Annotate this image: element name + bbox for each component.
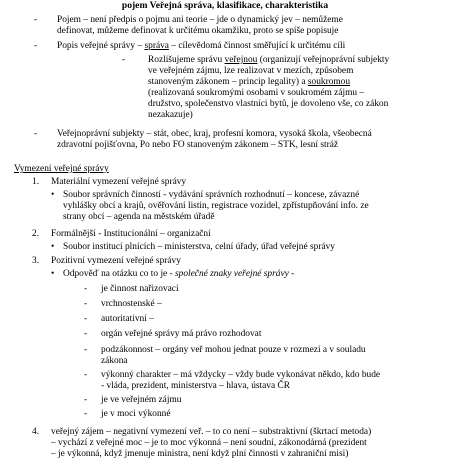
sub-line-3-underlined: soukromou [307, 77, 351, 87]
section-heading: Vymezení veřejné správy [14, 164, 109, 174]
n4-line-1: veřejný zájem – negativní vymezení veř. – to co není – substraktivní (škrtací metoda) [51, 427, 372, 437]
dash-1-line-1: je činnost nařizovací [101, 284, 179, 294]
intro-bullet-1: - [34, 15, 38, 25]
intro-item-3-line-1: Veřejnoprávní subjekty – stát, obec, kraj, profesní komora, vysoká škola, všeobecná [57, 129, 372, 139]
intro-item-2-text-b: – cílevědomá činnost směřující k určitému cíli [168, 41, 346, 51]
dash-4-line-1: orgán veřejné správy má právo rozhodovat [101, 329, 262, 339]
n2-item-line-1: Soubor institucí plnících – ministerstva, celní úřady, úřad veřejné správy [63, 242, 335, 252]
dash-1-bullet: - [84, 284, 88, 294]
dash-5-bullet: - [84, 345, 88, 355]
intro-item-2-line-1 [57, 41, 345, 51]
dash-7-line-1: je ve veřejném zájmu [101, 395, 182, 405]
dash-2-bullet: - [84, 299, 88, 309]
intro-item-3-line-2: zdravotní pojišťovna, Po nebo FO stanoveným zákonem – STK, lesní stráž [57, 140, 339, 150]
sub-line-2: ve veřejném zájmu, lze realizovat v mezích, způsobem [148, 66, 354, 76]
sub-bullet: - [122, 55, 126, 65]
dash-3-bullet: - [84, 314, 88, 324]
dash-3-line-1: autoritativní – [101, 314, 154, 324]
sub-line-1-underlined: veřejnou [224, 55, 258, 65]
dash-8-bullet: - [84, 409, 88, 419]
n3-bullet: • [51, 269, 55, 279]
intro-item-1-line-2: definovat, můžeme definovat k určitému okamžiku, proto se spíše popisuje [57, 26, 339, 36]
intro-item-1-line-1: Pojem – není předpis o pojmu ani teorie – jde o dynamický jev – nemůžeme [57, 15, 343, 25]
n1-item-line-1: Soubor správních činností - vydávání správních rozhodnutí – koncese, závazné [63, 190, 360, 200]
sub-line-1 [148, 55, 389, 65]
n2-text: Formálnější - Institucionální – organizační [51, 229, 211, 239]
dash-7-bullet: - [84, 395, 88, 405]
sub-line-4: (realizovaná soukromými osobami v soukromém zájmu – [148, 88, 365, 98]
sub-line-1-b: (organizují veřejnoprávní subjekty [257, 55, 390, 65]
intro-bullet-3: - [34, 129, 38, 139]
sub-line-3-a: stanoveným zákonem – princip legality) a [148, 77, 308, 87]
intro-item-2-text-a: Popis veřejné správy – [57, 41, 145, 51]
n3-text: Pozitivní vymezení veřejné správy [51, 256, 181, 266]
sub-line-5: družstvo, společenstvo vlastníci bytů, je dovoleno vše, co zákon [148, 99, 389, 109]
n1-item-line-3: strany obcí – agenda na městském úřadě [63, 212, 215, 222]
sub-line-6: nezakazuje) [148, 110, 193, 120]
n4-line-2: – vychází z veřejné moc – je to moc výkonná – není soudní, zákonodárná (prezident [51, 438, 367, 448]
sub-line-1-a: Rozlišujeme správu [148, 55, 225, 65]
dash-8-line-1: je v moci výkonné [101, 409, 171, 419]
dash-5-line-1: podzákonnost – orgány veř mohou jednat pouze v rozmezí a v souladu [101, 345, 366, 355]
n4-number: 4. [32, 427, 40, 437]
intro-item-2-underlined: správa [144, 41, 169, 51]
n3-item-line-1 [63, 269, 294, 279]
n3-number: 3. [32, 256, 40, 266]
dash-4-bullet: - [84, 329, 88, 339]
n2-number: 2. [32, 229, 40, 239]
dash-6-bullet: - [84, 370, 88, 380]
n4-line-3: – je výkonná, když jmenuje ministra, není když plní činnosti v zahraniční misi) [51, 449, 349, 459]
n3-item-text-b: - [288, 269, 295, 279]
dash-6-line-2: - vláda, prezident, ministerstva – hlava, ústava ČR [101, 381, 291, 391]
sub-line-3 [148, 77, 350, 87]
n1-bullet: • [51, 190, 55, 200]
document-title: pojem Veřejná správa, klasifikace, charakteristika [121, 0, 329, 11]
n1-text: Materiální vymezení veřejné správy [51, 177, 187, 187]
intro-bullet-2: - [34, 41, 38, 51]
n3-item-italic: společné znaky veřejné správy [175, 269, 289, 279]
n3-item-text-a: Odpověď na otázku co to je - [63, 269, 176, 279]
n1-number: 1. [32, 177, 40, 187]
n1-item-line-2: vyhlášky obcí a krajů, ověřování listin, registrace vozidel, zpřístupňování info. ze [63, 201, 369, 211]
dash-6-line-1: výkonný charakter – má vždycky – vždy bude vykonávat někdo, kdo bude [101, 370, 381, 380]
n2-bullet: • [51, 242, 55, 252]
dash-2-line-1: vrchnostenské – [101, 299, 162, 309]
dash-5-line-2: zákona [101, 356, 128, 366]
